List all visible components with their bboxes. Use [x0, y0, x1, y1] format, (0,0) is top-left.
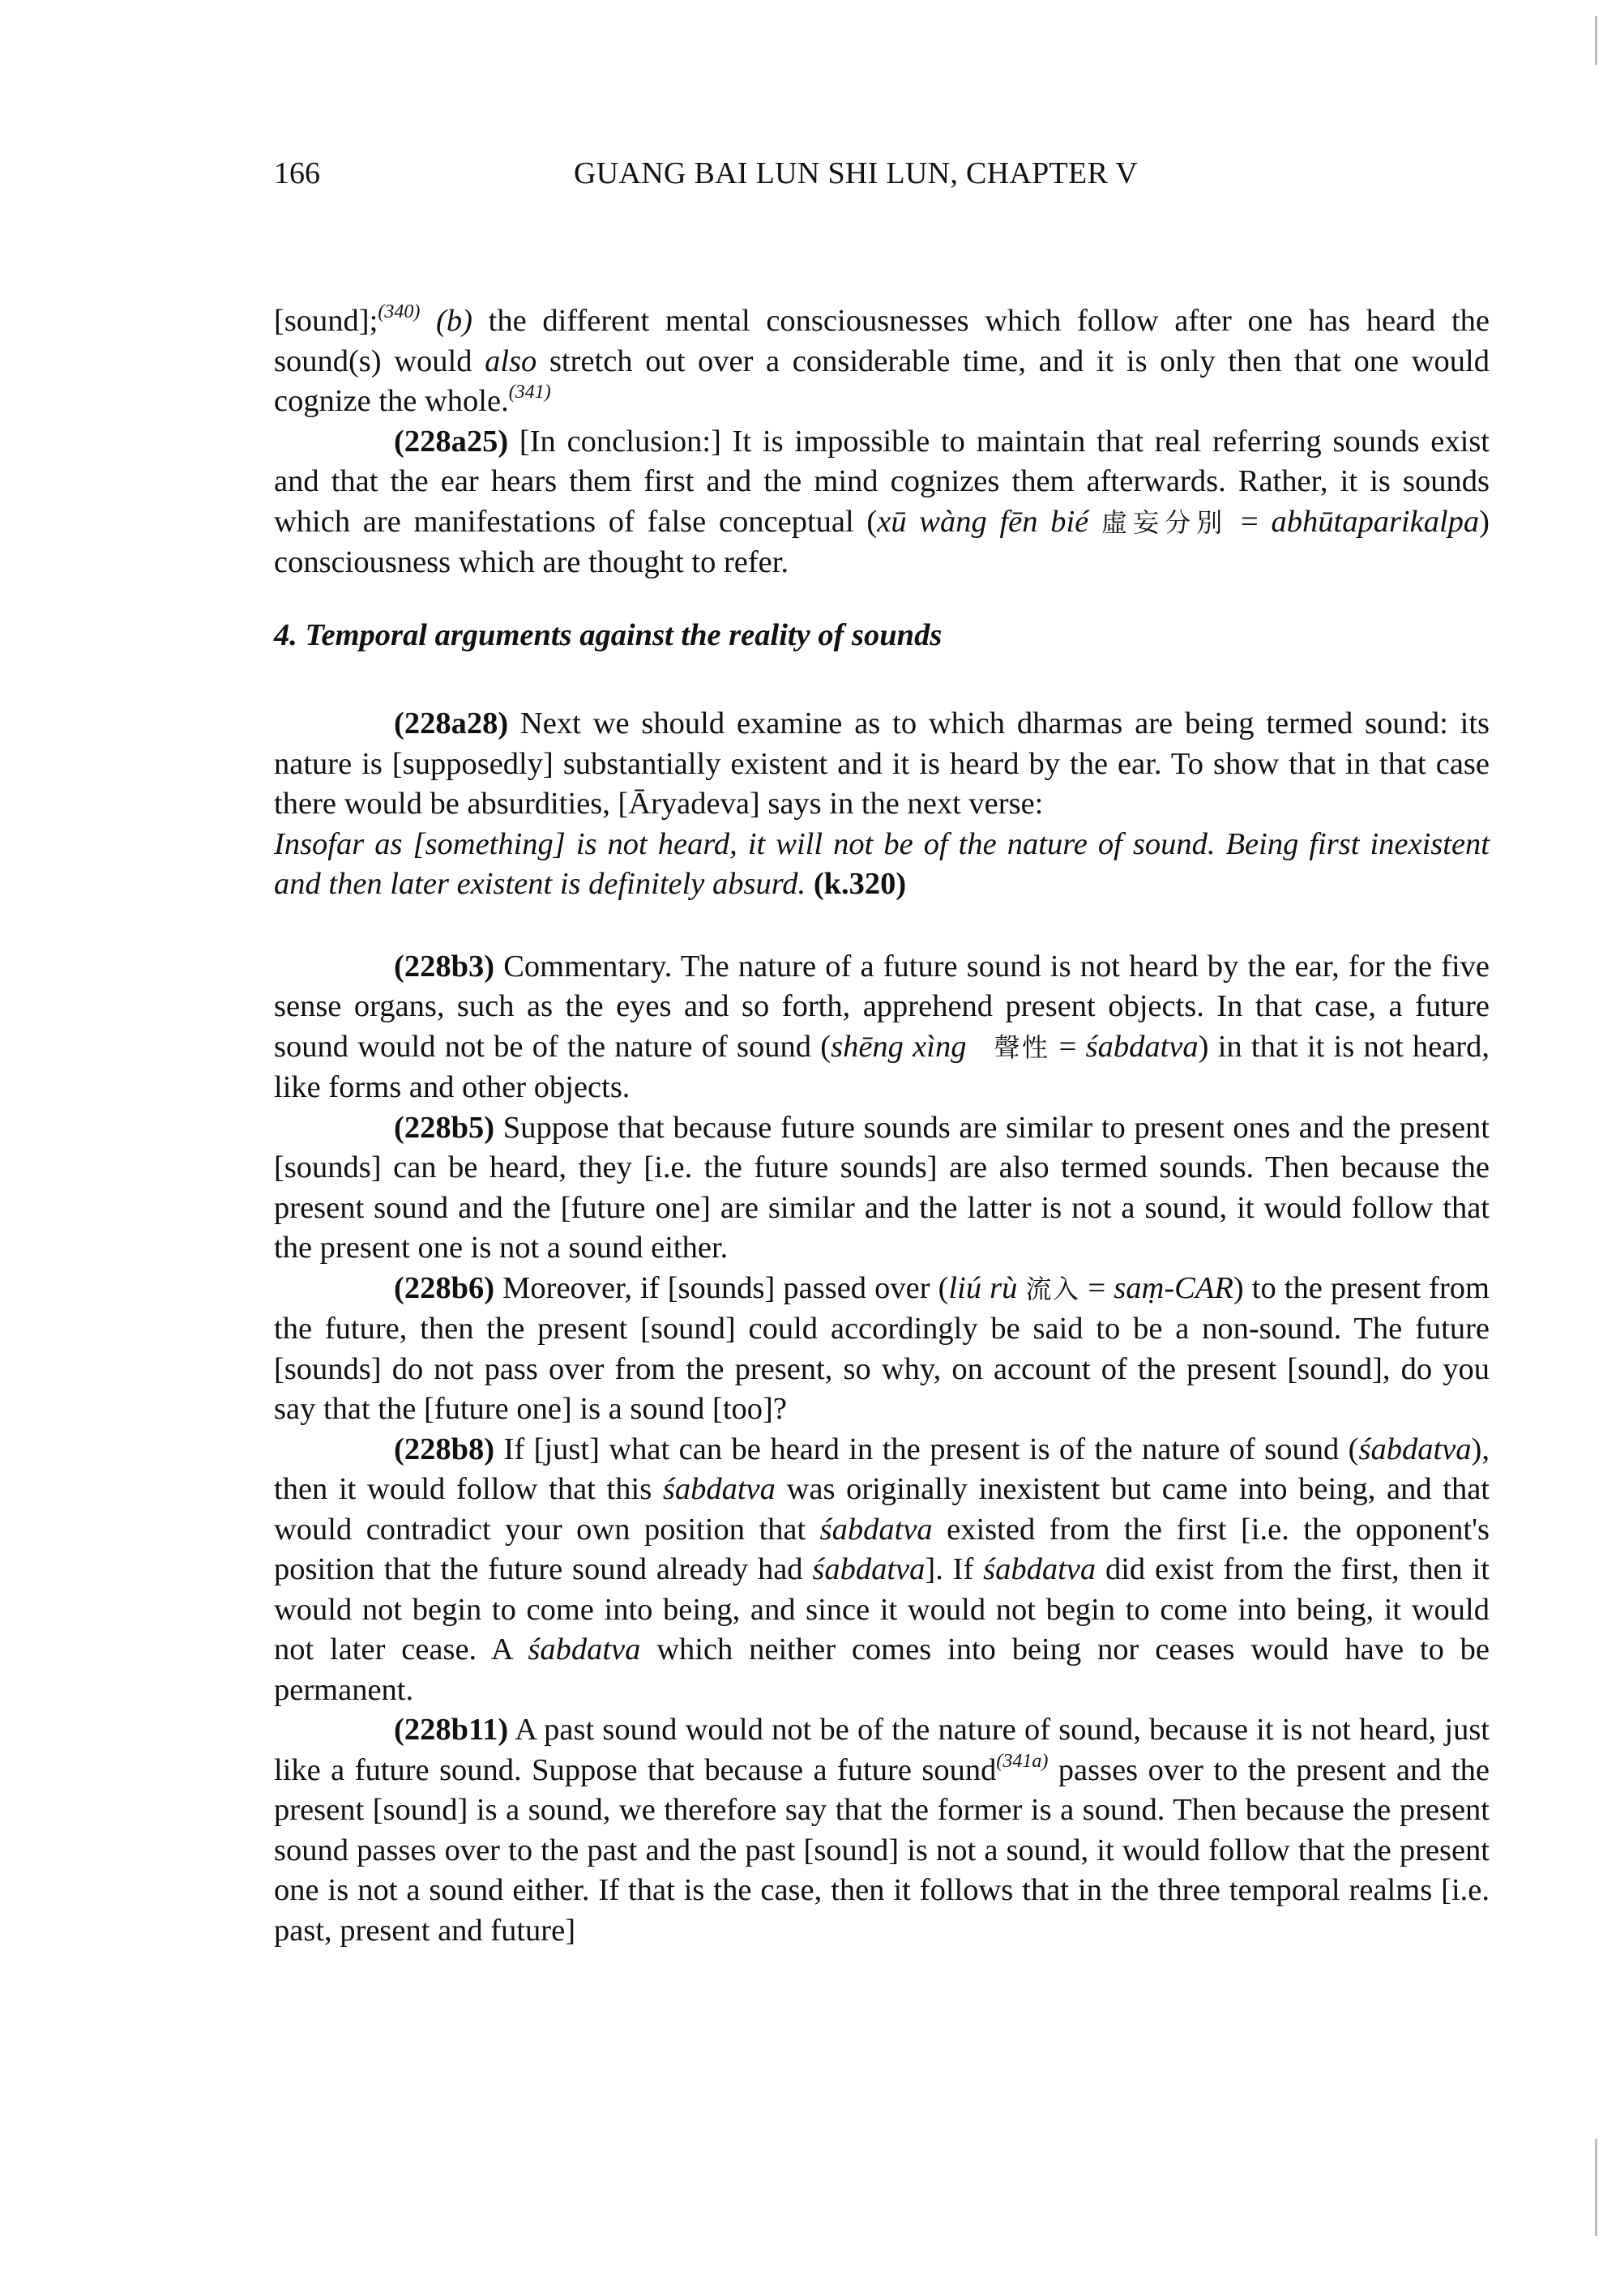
footnote-marker: (341a): [996, 1750, 1049, 1772]
scan-edge-mark: [1595, 16, 1597, 65]
body-text: [274, 301, 1490, 1951]
scan-edge-mark: [1595, 2139, 1597, 2236]
verse-block: [274, 825, 1490, 905]
section-reference: (228a25): [394, 424, 509, 459]
section-reference: (228b3): [394, 949, 495, 984]
running-title: GUANG BAI LUN SHI LUN, CHAPTER V: [574, 156, 1139, 190]
chinese-term: 虛妄分別: [1101, 506, 1229, 538]
section-reference: (228b5): [394, 1110, 495, 1145]
chinese-term: 聲性: [994, 1031, 1050, 1063]
section-reference: (228a28): [394, 706, 509, 740]
section-reference: (228b8): [394, 1432, 495, 1466]
paragraph-228a25: (228a25) [In conclusion:] It is impossible to maintain that real referring sounds exist and that the ear hears them first and the mind cognizes them afterwards. Rather, it is sounds which are manifestations of false conceptual (xū wàng fēn bié 虛妄分別 = abhūtaparikalpa) consciousness which are thought to refer.: [274, 424, 1490, 579]
paragraph-228b11: (228b11) A past sound would not be of the nature of sound, because it is not heard, just like a future sound. Suppose that because a future sound$^{(341a)}$ passes over to the present and the present [sound] is a sound, we therefore say that the former is a sound. Then because the present sound passes over to the past and the past [sound] is not a sound, it would follow that the present one is not a sound either. If that is the case, then it follows that in the three temporal realms [i.e. past, present and future]: [274, 1713, 1490, 1948]
footnote-marker: (341): [508, 382, 551, 403]
footnote-marker: (340): [378, 301, 421, 322]
paragraph-228b6: (228b6) Moreover, if [sounds] passed over (liú rù 流入 = saṃ-CAR) to the present from the future, then the present [sound] could accordingly be said to be a non-sound. The future [sounds] do not pass over from the present, so why, on account of the present [sound], do you say that the [future one] is a sound [too]?: [274, 1270, 1490, 1426]
running-header: [274, 149, 1490, 198]
paragraph-228b3: (228b3) Commentary. The nature of a future sound is not heard by the ear, for the five sense organs, such as the eyes and so forth, apprehend present objects. In that case, a future sound would not be of the nature of sound (shēng xìng 聲性 = śabdatva) in that it is not heard, like forms and other objects.: [274, 949, 1490, 1104]
paragraph-228a28: (228a28) Next we should examine as to which dharmas are being termed sound: its nature is [supposedly] substantially existent and it is heard by the ear. To show that in that case there would be absurdities, [Āryadeva] says in the next verse:: [274, 706, 1490, 821]
paragraph-228b5: (228b5) Suppose that because future sounds are similar to present ones and the present [sounds] can be heard, they [i.e. the future sounds] are also termed sounds. Then because the present sound and the [future one] are similar and the latter is not a sound, it would follow that the present one is not a sound either.: [274, 1110, 1490, 1265]
paragraph-continuation: [sound];$^{(340)}$ (b) the different mental consciousnesses which follow after one has heard the sound(s) would also stretch out over a considerable time, and it is only then that one would cognize the whole.$^{(341)}$: [274, 301, 1490, 418]
verse-reference: (k.320): [813, 867, 907, 901]
page-number: 166: [274, 156, 320, 190]
section-heading: 4. Temporal arguments against the reality of sounds: [274, 617, 943, 652]
chinese-term: 流入: [1025, 1273, 1080, 1304]
section-reference: (228b6): [394, 1270, 495, 1305]
section-reference: (228b11): [394, 1713, 509, 1747]
paragraph-228b8: (228b8) If [just] what can be heard in the present is of the nature of sound (śabdatva), then it would follow that this śabdatva was originally inexistent but came into being, and that would contradict your own position that śabdatva existed from the first [i.e. the opponent's position that the future sound already had śabdatva]. If śabdatva did exist from the first, then it would not begin to come into being, and since it would not begin to come into being, it would not later cease. A śabdatva which neither comes into being nor ceases would have to be permanent.: [274, 1432, 1490, 1707]
verse-text: Insofar as [something] is not heard, it will not be of the nature of sound. Being first inexistent and then later existent is definitely absurd.: [274, 826, 1490, 901]
